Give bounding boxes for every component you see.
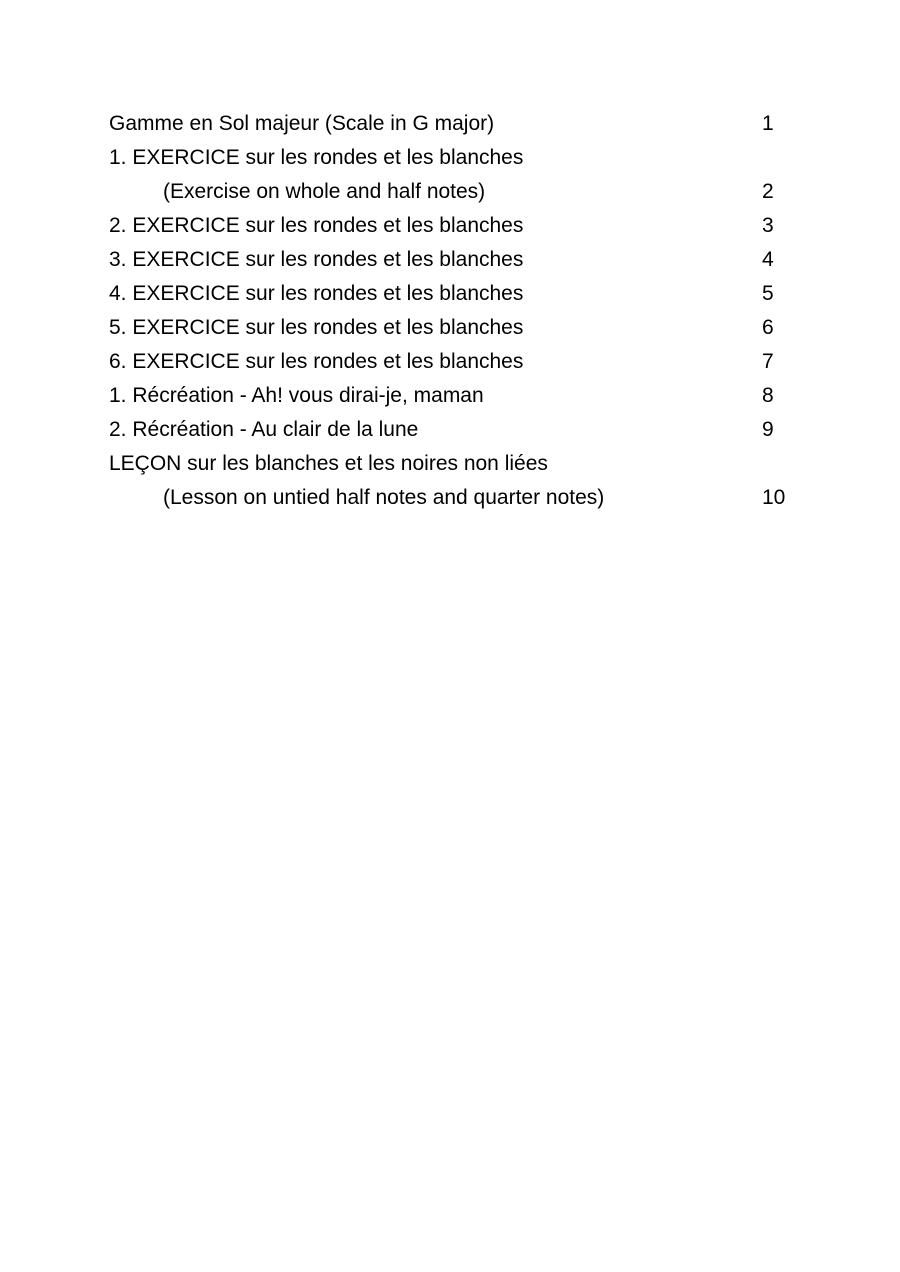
toc-entry [109,379,809,413]
toc-entry-title: 2. Récréation - Au clair de la lune [109,418,419,441]
toc-entry-title: 4. EXERCICE sur les rondes et les blanches [109,282,524,305]
toc-entry-title: (Exercise on whole and half notes) [163,180,486,203]
toc-entry-title: 6. EXERCICE sur les rondes et les blanches [109,350,524,373]
toc-entry-page: 2 [762,180,774,203]
toc-entry [109,447,809,481]
toc-entry-page: 1 [762,112,774,135]
toc-entry-title: 5. EXERCICE sur les rondes et les blanches [109,316,524,339]
toc-entry-page: 10 [762,486,786,509]
toc-entry-page: 7 [762,350,774,373]
toc-entry [109,413,809,447]
toc-entry [109,141,809,175]
toc-entry-title: 3. EXERCICE sur les rondes et les blanches [109,248,524,271]
toc-entry-title: 1. EXERCICE sur les rondes et les blanches [109,146,524,169]
toc-entry-title: 2. EXERCICE sur les rondes et les blanches [109,214,524,237]
toc-entry [109,345,809,379]
toc-entry [109,277,809,311]
toc-entry-title: (Lesson on untied half notes and quarter notes) [163,486,605,509]
toc-entry-subtitle [109,481,809,515]
toc-entry-page: 8 [762,384,774,407]
toc-entry-page: 9 [762,418,774,441]
toc-entry-page: 4 [762,248,774,271]
toc-entry-title: Gamme en Sol majeur (Scale in G major) [109,112,495,135]
toc-entry [109,209,809,243]
toc-entry-page: 3 [762,214,774,237]
toc-entry-page: 6 [762,316,774,339]
table-of-contents [109,107,809,515]
toc-entry-subtitle [109,175,809,209]
toc-entry [109,107,809,141]
toc-entry-title: 1. Récréation - Ah! vous dirai-je, maman [109,384,484,407]
toc-entry [109,243,809,277]
toc-entry-page: 5 [762,282,774,305]
toc-entry-title: LEÇON sur les blanches et les noires non liées [109,452,548,475]
toc-entry [109,311,809,345]
